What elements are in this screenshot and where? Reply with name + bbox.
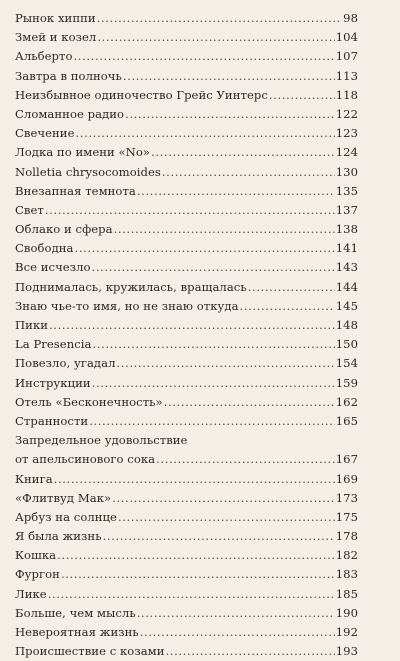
toc-entry-page: 143	[335, 260, 358, 275]
toc-entry-page: 173	[335, 490, 358, 505]
toc-dot-leader	[118, 508, 335, 527]
toc-entry-page: 122	[335, 106, 358, 121]
toc-entry-page: 123	[335, 126, 358, 141]
toc-entry-title: Лике	[15, 586, 47, 601]
toc-entry	[15, 354, 358, 373]
toc-entry-title: La Presencia	[15, 337, 92, 352]
toc-entry-page: 193	[335, 644, 358, 659]
toc-dot-leader	[269, 86, 335, 105]
toc-dot-leader	[137, 182, 335, 201]
toc-dot-leader	[93, 335, 335, 354]
toc-entry	[15, 412, 358, 431]
toc-dot-leader	[140, 623, 335, 642]
toc-entry-page: 150	[335, 337, 358, 352]
toc-entry	[15, 470, 358, 489]
toc-entry-title: Рынок хиппи	[15, 11, 96, 25]
toc-dot-leader	[248, 278, 335, 297]
toc-entry	[15, 546, 358, 565]
toc-entry-title: Альберто	[15, 49, 73, 64]
toc-dot-leader	[162, 163, 335, 182]
toc-entry-title: Фургон	[15, 567, 60, 582]
toc-entry	[15, 642, 358, 661]
toc-dot-leader	[57, 546, 335, 565]
toc-entry-title: Знаю чье-то имя, но не знаю откуда	[15, 298, 239, 313]
toc-dot-leader	[117, 354, 335, 373]
toc-entry-title: Неизбывное одиночество Грейс Уинтерс	[15, 87, 268, 102]
toc-entry	[15, 623, 358, 642]
toc-entry-title: Отель «Бесконечность»	[15, 394, 163, 409]
toc-dot-leader	[164, 393, 335, 412]
toc-entry-title: Странности	[15, 413, 89, 428]
toc-entry	[15, 489, 358, 508]
toc-entry-title: Свободна	[15, 241, 74, 256]
toc-entry-page: 145	[335, 298, 358, 313]
toc-entry-title: Свет	[15, 202, 44, 217]
toc-entry-page: 192	[335, 625, 358, 640]
toc-entry-page: 154	[335, 356, 358, 371]
toc-entry	[15, 124, 358, 143]
toc-entry-page: 190	[335, 605, 358, 620]
toc-entry-title-line2-row	[15, 450, 358, 469]
toc-dot-leader	[76, 124, 335, 143]
toc-entry	[15, 585, 358, 604]
toc-entry	[15, 431, 358, 469]
toc-entry-title: «Флитвуд Мак»	[15, 490, 112, 505]
toc-entry-title: Книга	[15, 471, 53, 486]
toc-entry-title: Кошка	[15, 548, 57, 563]
toc-entry	[15, 143, 358, 162]
toc-entry-title: от апельсинового сока	[15, 452, 156, 467]
toc-entry	[15, 508, 358, 527]
toc-entry	[15, 393, 358, 412]
toc-entry-page: 135	[335, 183, 358, 198]
toc-dot-leader	[89, 412, 335, 431]
toc-entry	[15, 335, 358, 354]
toc-entry-page: 178	[335, 529, 358, 544]
toc-entry	[15, 374, 358, 393]
toc-entry-page: 107	[335, 49, 358, 64]
toc-entry-title: Поднималась, кружилась, вращалась	[15, 279, 247, 294]
toc-entry	[15, 9, 358, 28]
toc-entry	[15, 527, 358, 546]
toc-dot-leader	[114, 220, 335, 239]
toc-dot-leader	[75, 239, 335, 258]
toc-entry-page: 124	[335, 145, 358, 160]
toc-dot-leader	[97, 28, 334, 47]
toc-entry	[15, 316, 358, 335]
toc-dot-leader	[92, 374, 335, 393]
toc-entry-title: Завтра в полночь	[15, 68, 122, 83]
toc-entry-title: Невероятная жизнь	[15, 625, 139, 640]
toc-entry	[15, 220, 358, 239]
toc-dot-leader	[48, 585, 335, 604]
toc-entry-title: Все исчезло	[15, 260, 91, 275]
toc-entry-page: 169	[335, 471, 358, 486]
toc-entry-page: 182	[335, 548, 358, 563]
toc-entry	[15, 201, 358, 220]
table-of-contents	[15, 9, 358, 661]
toc-entry-title: Происшествие с козами	[15, 644, 165, 659]
toc-entry-title: Больше, чем мысль	[15, 605, 136, 620]
toc-dot-leader	[61, 565, 335, 584]
toc-dot-leader	[137, 604, 335, 623]
toc-entry-page: 185	[335, 586, 358, 601]
toc-entry	[15, 67, 358, 86]
toc-dot-leader	[151, 143, 335, 162]
toc-entry-title: Змей и козел	[15, 30, 97, 45]
toc-entry	[15, 105, 358, 124]
toc-entry-page: 137	[335, 202, 358, 217]
toc-entry	[15, 239, 358, 258]
toc-dot-leader	[97, 9, 342, 28]
toc-entry-title: Арбуз на солнце	[15, 509, 117, 524]
toc-entry-page: 183	[335, 567, 358, 582]
toc-entry	[15, 47, 358, 66]
toc-entry-page: 167	[335, 452, 358, 467]
toc-dot-leader	[92, 258, 335, 277]
toc-entry-title: Nolletia chrysocomoides	[15, 164, 161, 179]
toc-dot-leader	[240, 297, 335, 316]
toc-entry-page: 138	[335, 222, 358, 237]
toc-entry-page: 118	[335, 87, 358, 102]
toc-entry-page: 165	[335, 413, 358, 428]
toc-entry	[15, 258, 358, 277]
toc-entry-title: Свечение	[15, 126, 75, 141]
toc-entry-page: 162	[335, 394, 358, 409]
toc-dot-leader	[125, 105, 335, 124]
toc-entry	[15, 28, 358, 47]
toc-dot-leader	[166, 642, 335, 661]
toc-entry-title: Облако и сфера	[15, 222, 113, 237]
toc-dot-leader	[156, 450, 335, 469]
toc-entry-title: Лодка по имени «No»	[15, 145, 151, 160]
toc-entry-title-line1: Запредельное удовольствие	[15, 433, 188, 448]
toc-entry	[15, 297, 358, 316]
toc-entry-page: 144	[335, 279, 358, 294]
toc-dot-leader	[103, 527, 335, 546]
toc-entry-title: Сломанное радио	[15, 106, 125, 121]
toc-entry-title: Я была жизнь	[15, 529, 102, 544]
toc-entry	[15, 182, 358, 201]
toc-entry-page: 148	[335, 318, 358, 332]
toc-entry	[15, 163, 358, 182]
toc-dot-leader	[74, 47, 335, 66]
toc-entry-page: 104	[335, 30, 358, 45]
toc-dot-leader	[112, 489, 335, 508]
toc-entry-page: 159	[335, 375, 358, 390]
toc-entry	[15, 278, 358, 297]
toc-entry-page: 113	[335, 68, 358, 83]
toc-entry-page: 98	[343, 11, 358, 25]
toc-dot-leader	[123, 67, 335, 86]
toc-entry	[15, 86, 358, 105]
toc-entry-title: Повезло, угадал	[15, 356, 116, 371]
toc-entry-page: 130	[335, 164, 358, 179]
toc-dot-leader	[49, 316, 335, 335]
toc-entry-title: Пики	[15, 318, 49, 332]
toc-entry-page: 175	[335, 509, 358, 524]
toc-entry	[15, 604, 358, 623]
toc-entry-page: 141	[335, 241, 358, 256]
toc-dot-leader	[54, 470, 335, 489]
toc-entry-title: Внезапная темнота	[15, 183, 136, 198]
toc-entry-title: Инструкции	[15, 375, 91, 390]
toc-entry	[15, 565, 358, 584]
toc-dot-leader	[45, 201, 335, 220]
